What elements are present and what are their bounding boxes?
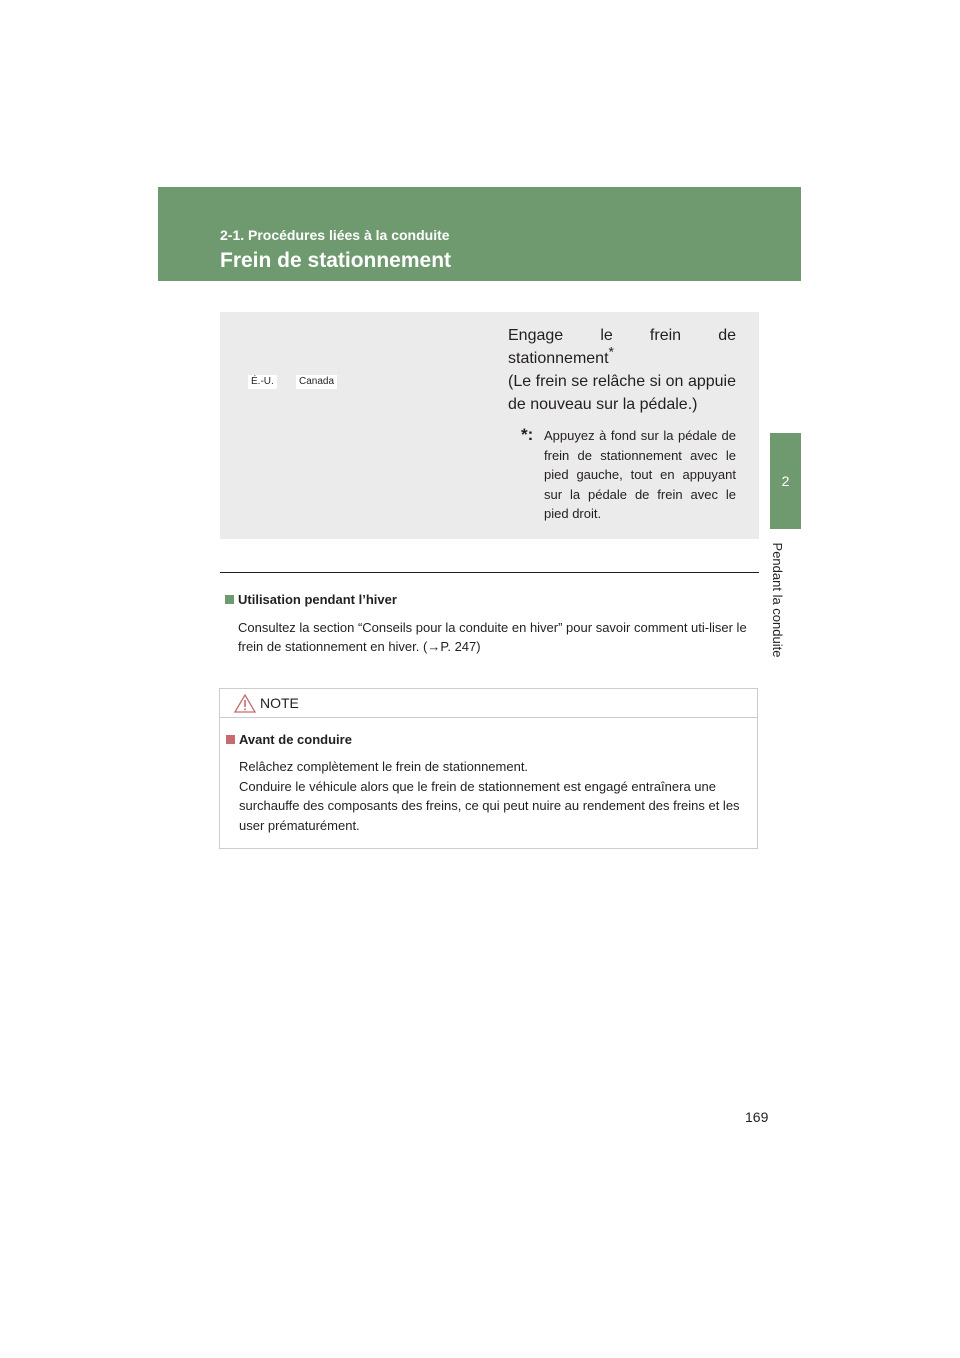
desc-line-3: (Le frein se relâche si on appuie [508, 373, 736, 390]
winter-heading-text: Utilisation pendant l’hiver [238, 592, 397, 607]
note-title: NOTE [260, 695, 299, 711]
desc-line-2 [508, 343, 736, 370]
note-heading [226, 732, 352, 747]
chapter-label: Pendant la conduite [770, 542, 785, 658]
note-header [220, 689, 757, 718]
region-label-canada: Canada [296, 375, 337, 389]
desc-word-stationnement: stationnement [508, 350, 609, 367]
desc-line-1: Engage le frein de [508, 327, 736, 344]
warning-triangle-icon [234, 694, 256, 718]
parking-brake-description [508, 324, 736, 416]
section-label: 2-1. Procédures liées à la conduite [220, 227, 450, 243]
winter-body [238, 618, 760, 656]
winter-heading [225, 592, 397, 607]
desc-line-4: de nouveau sur la pédale.) [508, 396, 698, 413]
footnote-marker: *: [521, 425, 534, 444]
note-body [239, 757, 755, 835]
header-band [158, 187, 801, 281]
section-divider [220, 572, 759, 573]
note-line-2: Conduire le véhicule alors que le frein de stationnement est engagé entraînera une surchauffe des composants des freins, ce qui peut nuire au rendement des freins et les user prématurément. [239, 778, 740, 833]
arrow-right-icon: → [427, 639, 441, 654]
footnote-star: * [608, 343, 614, 360]
page-reference-link[interactable]: P. 247) [440, 639, 481, 654]
bullet-square-icon [226, 735, 235, 744]
illustration-box [220, 312, 759, 539]
bullet-square-icon [225, 595, 234, 604]
note-heading-text: Avant de conduire [239, 732, 352, 747]
footnote-text: Appuyez à fond sur la pédale de frein de stationnement avec le pied gauche, tout en appuyant sur la pédale de frein avec le pied droit. [544, 428, 736, 521]
winter-body-text: Consultez la section “Conseils pour la conduite en hiver” pour savoir comment uti-liser le frein de stationnement en hiver. ( [238, 620, 747, 654]
region-label-usa: É.-U. [248, 375, 277, 389]
note-box [219, 688, 758, 849]
note-line-1: Relâchez complètement le frein de stationnement. [239, 759, 529, 774]
page-number: 169 [745, 1109, 769, 1125]
page-title: Frein de stationnement [220, 249, 452, 272]
chapter-tab: 2 [770, 433, 801, 529]
